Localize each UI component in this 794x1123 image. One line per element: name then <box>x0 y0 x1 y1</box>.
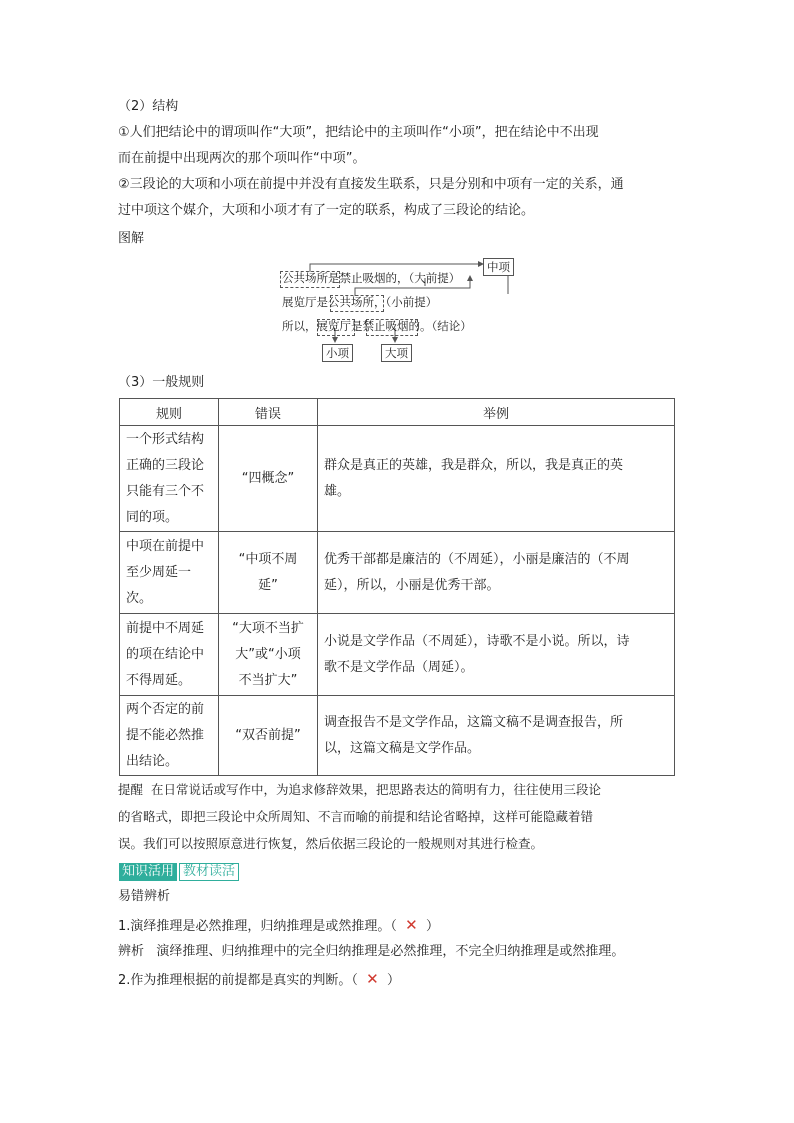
figure-label: 图解 <box>118 231 145 246</box>
subheading-error-prone: 易错辨析 <box>118 889 171 904</box>
table-row <box>120 614 675 696</box>
term-exhibition-hall-2: 展览厅 <box>316 319 351 333</box>
example-cell: 调查报告不是文学作品，这篇文稿不是调查报告，所 以，这篇文稿是文学作品。 <box>318 696 675 776</box>
error-cell: “四概念” <box>219 426 318 532</box>
minor-premise-text: ，（小前提） <box>374 295 438 309</box>
rules-table <box>119 398 675 776</box>
analysis-text: 演绎推理、归纳推理中的完全归纳推理是必然推理，不完全归纳推理是或然推理。 <box>156 944 625 959</box>
paragraph-1-line-1: ①人们把结论中的谓项叫作“大项”，把结论中的主项叫作“小项”，把在结论中不出现 <box>118 125 599 140</box>
error-cell: “中项不周 延” <box>219 532 318 614</box>
tip-paragraph <box>118 776 676 857</box>
cross-mark-icon: ✕ <box>405 916 418 934</box>
question-1-close: ） <box>426 919 440 934</box>
table-row <box>120 426 675 532</box>
major-premise-text: 是禁止吸烟的，（大前提） <box>328 271 461 285</box>
tip-line-3: 误。我们可以按照原意进行恢复，然后依据三段论的一般规则对其进行检查。 <box>118 836 544 851</box>
term-public-place-1: 公共场所 <box>282 271 328 285</box>
question-1-text: 1.演绎推理是必然推理，归纳推理是或然推理。（ <box>118 919 397 934</box>
column-header-error: 错误 <box>219 399 318 426</box>
analysis-label: 辨析 <box>118 944 145 959</box>
major-term-box: 大项 <box>381 344 412 362</box>
column-header-example: 举例 <box>318 399 675 426</box>
analysis-1 <box>118 941 674 963</box>
paragraph-2-line-1: ②三段论的大项和小项在前提中并没有直接发生联系，只是分别和中项有一定的关系，通 <box>118 177 624 192</box>
table-header-row <box>120 399 675 426</box>
question-2-text: 2.作为推理根据的前提都是真实的判断。（ <box>118 973 358 988</box>
term-public-place-2: 公共场所 <box>328 295 374 309</box>
diagram-line-1 <box>282 270 460 286</box>
rule-cell: 两个否定的前 提不能必然推 出结论。 <box>120 696 219 776</box>
question-2-close: ） <box>387 973 401 988</box>
error-cell: “双否前提” <box>219 696 318 776</box>
conclusion-text: 的。（结论） <box>408 319 472 333</box>
column-header-rule: 规则 <box>120 399 219 426</box>
error-cell: “大项不当扩 大”或“小项 不当扩大” <box>219 614 318 696</box>
conclusion-copula: 是 <box>351 319 363 333</box>
paragraph-1-line-2: 而在前提中出现两次的那个项叫作“中项”。 <box>118 151 366 166</box>
tag-knowledge-use: 知识活用 <box>119 863 177 881</box>
rule-cell: 中项在前提中 至少周延一 次。 <box>120 532 219 614</box>
middle-term-box: 中项 <box>483 258 514 276</box>
section-heading-structure: （2）结构 <box>118 99 179 114</box>
question-1 <box>118 914 674 938</box>
tip-line-1 <box>118 776 676 803</box>
diagram-line-3 <box>282 318 472 334</box>
table-row <box>120 696 675 776</box>
minor-term-box: 小项 <box>322 344 353 362</box>
paragraph-2-line-2: 过中项这个媒介，大项和小项才有了一定的联系，构成了三段论的结论。 <box>118 203 535 218</box>
rule-cell: 一个形式结构 正确的三段论 只能有三个不 同的项。 <box>120 426 219 532</box>
example-cell: 小说是文学作品（不周延），诗歌不是小说。所以，诗 歌不是文学作品（周延）。 <box>318 614 675 696</box>
syllogism-diagram <box>270 258 530 368</box>
practice-tags <box>119 863 239 881</box>
tip-label: 提醒 <box>118 782 144 797</box>
example-cell: 优秀干部都是廉洁的（不周延），小丽是廉洁的（不周 延），所以，小丽是优秀干部。 <box>318 532 675 614</box>
table-row <box>120 532 675 614</box>
section-heading-rules: （3）一般规则 <box>118 375 205 390</box>
term-exhibition-hall-1: 展览厅是 <box>282 295 328 309</box>
diagram-line-2 <box>282 294 437 310</box>
tip-text-1: 在日常说话或写作中，为追求修辞效果，把思路表达的简明有力，往往使用三段论 <box>150 782 601 797</box>
question-2 <box>118 968 674 992</box>
cross-mark-icon: ✕ <box>366 970 379 988</box>
conclusion-prefix: 所以， <box>282 319 317 333</box>
term-no-smoking: 禁止吸烟 <box>362 319 409 333</box>
tip-line-2: 的省略式，即把三段论中众所周知、不言而喻的前提和结论省略掉，这样可能隐藏着错 <box>118 809 594 824</box>
rule-cell: 前提中不周延 的项在结论中 不得周延。 <box>120 614 219 696</box>
tag-textbook-reading: 教材读活 <box>179 863 239 881</box>
example-cell: 群众是真正的英雄，我是群众，所以，我是真正的英 雄。 <box>318 426 675 532</box>
